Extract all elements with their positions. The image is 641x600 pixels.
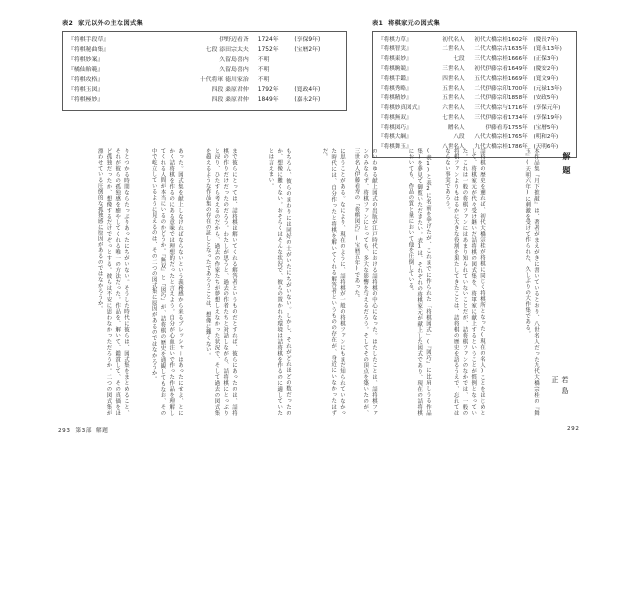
page-title: 解題 [562,152,571,180]
cell-era: (寛政4年) [294,87,321,94]
cell-year: 不明 [257,76,270,83]
cell-author: 十代将軍 徳川家治 [199,76,249,83]
author-surname: 若島 [561,376,569,398]
cell-year: 不明 [257,56,270,63]
cell-year: 1765年 [507,134,528,141]
table-row [378,45,570,55]
cell-era: (元禄13年) [533,85,562,92]
cell-author: 八代大橋宗桂 [474,134,508,141]
table-caption-title-right: 将棋家元の図式集 [388,20,440,27]
table-row [68,46,340,56]
cell-era: (享保19年) [533,114,562,121]
author-byline [550,376,570,416]
cell-author: 七段 添田宗太夫 [205,46,249,53]
text-column: 詰将棋の歴史を遡れば、初代大橋宗桂が将棋に同じく将棋所となった(現在の名人)ことをはじめとして、将棋家元が代々受け継いだ詰将棋の図式集を、将軍家に献上するということが慣例となっていた。これは一般の将棋ファンにはあまり知られていないことだが、詰将棋ファンのなかでは、一般の将棋ファンよりもはるかに大きな役割を果たしてきたことは、詰将棋の歴史を語るうえで、忘れてはならない事実であろう。 [444,148,485,416]
cell-title: 『将棋精妙』 [378,95,412,102]
cell-year: 1734年 [507,114,528,121]
cell-title: 『将棋手段草』 [68,36,110,43]
cell-era: (宝暦2年) [294,46,321,53]
cell-era: (宝暦5年) [533,124,559,131]
table-row [378,104,570,114]
table-row [378,55,570,65]
work-table-left-body [68,36,340,107]
cell-era: (天明6年) [533,144,559,151]
cell-author: 三代伊藤宗看 [474,114,508,121]
cell-title: 『将棋駒競』 [378,65,412,72]
cell-title: 『将棋東妙』 [378,56,412,63]
work-table-right-body [378,36,570,153]
footer-part: 第3部 [75,428,93,434]
table-caption-left [62,18,347,27]
footer-section: 解題 [96,428,109,434]
cell-era: (享保元年) [533,105,561,112]
work-table-left [68,36,340,107]
cell-author: 初代大橋宗桂 [474,36,508,43]
cell-rank: 八段 [453,134,465,141]
cell-title: 『将棋妙真図式』 [378,105,423,112]
cell-year: 不明 [257,66,270,73]
table-caption-right [372,18,577,27]
cell-era: (嘉永2年) [294,97,321,104]
cell-era: (安政5年) [533,95,559,102]
cell-year: 1649年 [507,65,528,72]
cell-year: 1666年 [507,56,528,63]
cell-rank: 二世名人 [442,46,465,53]
cell-year: 1716年 [507,105,528,112]
cell-title: 『将棋攻格』 [68,76,104,83]
cell-title: 『将棋玉図』 [68,87,104,94]
cell-year: 1700年 [507,85,528,92]
cell-title: 『将棋力草』 [378,36,412,43]
table-row [378,124,570,134]
cell-year: 1752年 [257,46,279,53]
cell-year: 1849年 [257,97,279,104]
table-row [378,65,570,75]
table-row [68,86,340,96]
cell-rank: 五世名人 [442,95,465,102]
table-block-right [372,18,577,158]
cell-author: 伊藤看寿 [485,124,508,131]
cell-rank: 初代名人 [442,36,465,43]
table-row [68,76,340,86]
cell-title: 『将棋妙案』 [68,56,104,63]
cell-title: 『将棋手鑑』 [378,75,412,82]
table-row [68,66,340,76]
table-row [378,94,570,104]
footer-left [58,426,108,434]
cell-era [294,56,340,66]
cell-rank: 六世名人 [442,105,465,112]
cell-author: 五代大橋宗桂 [474,75,508,82]
table-frame-left [62,31,347,112]
table-row [378,75,570,85]
table-row [378,114,570,124]
cell-year: 1602年 [507,36,528,43]
table-row [378,36,570,46]
cell-era: (寛永13年) [533,46,562,53]
cell-era: (正保3年) [533,56,559,63]
cell-era: (明和2年) [533,134,559,141]
cell-era [294,66,340,76]
cell-year: 1669年 [507,75,528,82]
table-row [68,36,340,46]
cell-title: 『橘仙貽範』 [68,66,104,73]
text-column: りとつかる時間ならたっぷりあったにちがいない。そうした時代に彼らは、図式集をまとめること、それが彼らの孤独感を癒やしてくれる唯一の方法だった。作品を、解いて、鑑賞して、その真価をほど孤独だったか、想像するだけでぞっとする。彼らは不安に思わなかっただろうか。二つの図式集が漂わせている圧倒的な孤独感に原因があるのではなかろうか。 [96,148,129,416]
work-table-right [378,36,570,153]
cell-era: (寛文9年) [533,75,559,82]
table-caption-number-right: 表1 [372,20,384,27]
cell-year: 1786年 [507,144,528,151]
cell-title: 『将棋無双』 [378,114,412,121]
cell-author: 久留島喜内 [219,66,249,73]
cell-era: (慶長7年) [533,36,559,43]
table-row [68,56,340,66]
cell-year: 1858年 [507,95,528,102]
cell-year: 1755年 [507,124,528,131]
cell-title: 『将棋秘曲集』 [68,46,110,53]
author-given-name: 正 [551,376,559,387]
text-column: のいわゆる献上図式の出版が江戸時代における詰将棋の中心になった。はたしたことは、詰将棋ファンのみならず、将棋ファンにとっても、多大な影響を与えるだろう。そしてその頂点を築いたのが、三世名人伊藤看寿の『将棋図巧』(宝暦五年)であった。 [353,148,377,416]
table-block-left [62,18,347,111]
text-column: に思うことがある。なにより、現在のように、詰将棋が一般の将棋ファンにもまだ知られていなかった時代には、自分作ったと将棋を解いてくれる解答者というものの存在が、身近にいなかったはずだ。 [321,148,345,416]
cell-rank: 五世名人 [442,85,465,92]
page-number-right: 292 [567,426,580,432]
cell-title: 『将棋図巧』 [378,124,412,131]
cell-author: 初代伊藤宗看 [474,65,508,72]
table-caption-title-left: 家元以外の主な図式集 [78,20,143,27]
cell-title: 『将棋秀略』 [378,85,412,92]
table-row [68,96,340,106]
cell-rank: 贈名人 [447,124,465,131]
cell-rank: 七世名人 [442,114,465,121]
cell-title: 『将棋舞玉』 [378,144,412,151]
cell-year: 1792年 [257,87,279,94]
text-column: 本作品集『月下推敲』は、著者がまえがきに書いているとおり、八世名人だった九代大橋宗桂の『舞玉』(天明六年)に刺激を受けて作られた、久しぶりの大作集である。 [524,148,539,416]
page-number-left: 293 [58,428,71,434]
table-frame-right [372,31,577,158]
text-column: (表1)と表2に名前を挙げたが、これまでに作られた「将棋図式」(『図巧』に比肩しうる作品集)を夢見て御覧いただきたい。表1は、それぞれの将棋家元が献上した図式であり、現在の詰将棋においても、作品の質と量において他を圧倒している。 [407,148,431,416]
cell-author: 九代大橋宗桂 [474,144,508,151]
cell-rank: 四世名人 [442,75,465,82]
cell-rank: 三世名人 [442,65,465,72]
text-column: あった。図式集を献上しなければならないという義務感から来るプレッシャーはあったにせよ、とにかく詰将棋を作るのにある意味では理想的だったと言えよう。自分が心血注いで作った作品を理解してくれる人間が本当にいるのかどうか。『無双』と『図巧』が、詰将棋の歴史を通観してもなお、その中で屹立しているように見えるのは、その二つの図式集に原因があるのではなかろうか。 [150,148,183,416]
body-text-left [58,148,346,416]
cell-author: 三代大橋宗与 [474,105,508,112]
cell-era: (慶安2年) [533,65,559,72]
cell-author: 四段 桑原君仲 [211,97,249,104]
table-row [378,133,570,143]
cell-author: 二代伊藤宗印 [474,85,508,92]
table-caption-number-left: 表2 [62,20,74,27]
cell-author: 久留島喜内 [219,56,249,63]
text-column: もちろん、彼らのまわりには同好の士がいたにちがいない。しかし、それがどれほどの数だったのか、想像に難くない。おそらくはそんな状況で、彼らの置かれた環境は詰将棋を作るのに適していたとは言えまい。 [267,148,291,416]
cell-year: 1724年 [257,36,279,43]
cell-author: 伊野辺看斉 [219,36,249,43]
cell-title: 『将棋大綱』 [378,134,412,141]
body-text-right [353,148,580,416]
cell-author: 二代伊藤宗印 [474,95,508,102]
text-column: まで彼らにとっては、詰将棋は解いてくれる解答者というものだとすれば、彼らにあったのは、詰将棋の作りだけだったのだろう。わたしが思うと、過去の作者たちと対話しながら、詰将棋にとっぷりと浸り、ひたすら考えるのだから、過去の作家たちが夢想しえなかった状況で、そして過去の図式集を超えるような作品集の存在の証しとなったであろうことは、想像に難くない。 [204,148,237,416]
cell-era: (享保9年) [294,36,321,43]
footer-right [567,426,579,432]
cell-rank: 八世名人 [442,144,465,151]
table-row [378,84,570,94]
cell-title: 『将棋極妙』 [68,97,104,104]
cell-year: 1635年 [507,46,528,53]
cell-rank: 七段 [453,56,465,63]
cell-era [294,76,340,86]
cell-title: 『将棋智実』 [378,46,412,53]
cell-author: 四段 桑原君仲 [211,87,249,94]
cell-author: 三代大橋宗桂 [474,56,508,63]
cell-author: 二代大橋宗古 [474,46,508,53]
